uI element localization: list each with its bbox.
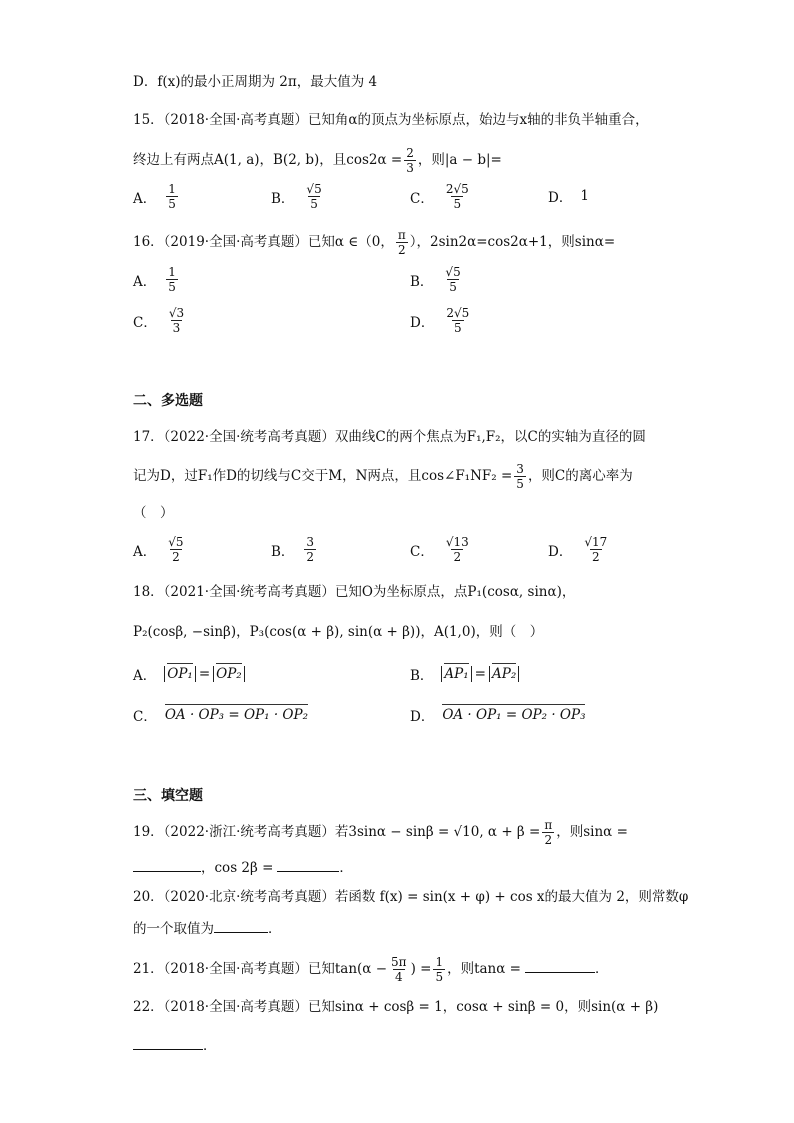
- q15-text-b: ，则|a − b|=: [417, 152, 502, 168]
- q20-stem-line2: [133, 918, 282, 939]
- fraction: [444, 306, 471, 335]
- q16-text-a: 16．（2019·全国·高考真题）已知α ∈（0，: [133, 234, 394, 250]
- answer-blank[interactable]: [214, 918, 268, 933]
- frac-den: 5: [168, 280, 176, 294]
- period: ．: [268, 921, 282, 937]
- frac-den: 3: [172, 321, 181, 335]
- q15-option-b[interactable]: [271, 182, 326, 211]
- q19-sep: ，cos 2β =: [201, 860, 274, 876]
- fraction: [389, 955, 409, 984]
- period: ．: [339, 860, 353, 876]
- fraction: [167, 306, 186, 335]
- q21-mid: ) =: [410, 961, 432, 977]
- vector: OP₁: [167, 666, 193, 682]
- abs-lhs: [164, 666, 196, 682]
- frac-num: 1: [168, 265, 176, 279]
- q15-option-d[interactable]: [548, 186, 589, 206]
- q21-text-a: 21．（2018·全国·高考真题）已知tan(α −: [133, 961, 388, 977]
- q15-text-a: 终边上有两点A(1, a)，B(2, b)，且cos2α =: [133, 152, 403, 168]
- q17-answer-paren: （ ）: [133, 505, 174, 521]
- fraction: [166, 535, 185, 564]
- option-label: D．: [133, 74, 158, 90]
- fraction: [542, 818, 554, 847]
- q20-stem-line1: 20．（2020·北京·统考高考真题）若函数 f(x) = sin(x + φ) + cos x的最大值为 2，则常数φ: [133, 889, 689, 905]
- q16-option-b[interactable]: [410, 265, 465, 294]
- frac-den: 5: [435, 970, 444, 984]
- q21-stem: [133, 955, 608, 984]
- frac-num: 3: [306, 535, 315, 549]
- frac-den: 2: [306, 550, 315, 564]
- q18-option-b[interactable]: [410, 664, 519, 684]
- answer-blank[interactable]: [277, 857, 339, 872]
- q17-option-d[interactable]: [548, 535, 611, 564]
- q17-option-a[interactable]: [133, 535, 188, 564]
- option-label: C．: [133, 709, 157, 725]
- frac-num: π: [397, 228, 406, 242]
- option-text: 1: [580, 188, 589, 204]
- vector: AP₂: [491, 666, 517, 682]
- fraction: [166, 265, 178, 294]
- frac-num: √3: [168, 306, 185, 320]
- q19-stem: [133, 818, 628, 847]
- equals-sign: =: [474, 666, 486, 682]
- frac-den: 2: [172, 550, 180, 564]
- frac-den: 5: [310, 197, 318, 211]
- frac-den: 5: [453, 197, 462, 211]
- answer-blank[interactable]: [133, 1035, 203, 1050]
- q18-option-c[interactable]: [133, 705, 308, 725]
- frac-num: √5: [168, 535, 184, 549]
- frac-den: 5: [168, 197, 176, 211]
- option-label: D．: [410, 314, 435, 331]
- option-label: D．: [548, 190, 573, 206]
- q22-stem: 22．（2018·全国·高考真题）已知sinα + cosβ = 1，cosα + sinβ = 0，则sin(α + β): [133, 999, 659, 1015]
- frac-den: 2: [397, 243, 406, 257]
- q16-stem: [133, 228, 615, 257]
- option-label: A．: [133, 668, 157, 684]
- q18-option-d[interactable]: [410, 705, 585, 725]
- fraction: [514, 462, 526, 491]
- q19-text-a: 19．（2022·浙江·统考高考真题）若3sinα − sinβ = √10, α + β =: [133, 824, 541, 840]
- fraction: [443, 265, 462, 294]
- option-label: D．: [548, 543, 573, 560]
- option-label: C．: [133, 314, 157, 331]
- frac-num: 3: [516, 462, 524, 476]
- frac-num: 2: [406, 146, 414, 160]
- fraction: [166, 182, 178, 211]
- option-text: OA · OP₁ = OP₂ · OP₃: [442, 707, 586, 723]
- abs-rhs: [213, 666, 245, 682]
- q16-option-a[interactable]: [133, 265, 180, 294]
- option-label: B．: [271, 543, 295, 560]
- q17-stem-line1: 17．（2022·全国·统考高考真题）双曲线C的两个焦点为F₁,F₂，以C的实轴为直径的圆: [133, 429, 646, 445]
- q19-answer-line: [133, 857, 353, 878]
- option-label: B．: [271, 190, 295, 207]
- frac-den: 4: [394, 970, 403, 984]
- period: ．: [594, 961, 609, 977]
- q22-answer-line: [133, 1035, 217, 1056]
- frac-den: 2: [544, 833, 553, 847]
- frac-num: √5: [445, 265, 461, 279]
- frac-num: 1: [168, 182, 176, 196]
- q15-stem-line2: [133, 146, 502, 175]
- vector: AP₁: [444, 666, 469, 682]
- option-text: f(x)的最小正周期为 2π，最大值为 4: [157, 74, 378, 90]
- fraction: [396, 228, 408, 257]
- frac-den: 5: [453, 321, 462, 335]
- answer-blank[interactable]: [525, 958, 595, 973]
- option-label: C．: [410, 543, 434, 560]
- frac-den: 5: [449, 280, 457, 294]
- equals-sign: =: [198, 666, 211, 682]
- option-label: D．: [410, 709, 435, 725]
- fraction: [444, 182, 471, 211]
- option-label: C．: [410, 190, 434, 207]
- vector: OP₂: [216, 666, 242, 682]
- frac-den: 2: [591, 550, 600, 564]
- q17-text-a: 记为D，过F₁作D的切线与C交于M，N两点，且cos∠F₁NF₂ =: [133, 468, 513, 484]
- fraction: [433, 955, 445, 984]
- frac-num: 5π: [391, 955, 407, 969]
- frac-num: √5: [306, 182, 322, 196]
- q14-option-d: [133, 72, 377, 92]
- frac-num: 2√5: [446, 306, 470, 320]
- frac-num: 2√5: [445, 182, 469, 196]
- q18-stem-line1: 18．（2021·全国·统考高考真题）已知O为坐标原点，点P₁(cosα, sinα)，: [133, 584, 576, 600]
- fraction: [582, 535, 609, 564]
- answer-blank[interactable]: [133, 857, 201, 872]
- frac-den: 2: [453, 550, 462, 564]
- q15-stem-line1: 15．（2018·全国·高考真题）已知角α的顶点为坐标原点，始边与x轴的非负半轴重合，: [133, 112, 649, 128]
- q17-option-c[interactable]: [410, 535, 473, 564]
- option-label: A．: [133, 543, 157, 560]
- q15-option-a[interactable]: [133, 182, 180, 211]
- fraction: [304, 535, 316, 564]
- section-heading-fill-in: 三、填空题: [133, 788, 203, 804]
- q18-option-a[interactable]: [133, 664, 245, 684]
- q17-text-b: ，则C的离心率为: [527, 468, 633, 484]
- section-heading-multi-choice: 二、多选题: [133, 393, 203, 409]
- fraction: [404, 146, 416, 175]
- frac-num: √13: [445, 535, 469, 549]
- q21-text-b: ，则tanα =: [447, 961, 521, 977]
- frac-den: 3: [406, 161, 414, 175]
- option-label: B．: [410, 668, 434, 684]
- abs-lhs: [441, 666, 471, 682]
- period: ．: [203, 1038, 217, 1054]
- option-label: A．: [133, 190, 157, 207]
- q17-stem-line2: [133, 462, 633, 491]
- q18-stem-line2: P₂(cosβ, −sinβ)，P₃(cos(α + β), sin(α + β))，A(1,0)，则（ ）: [133, 624, 544, 640]
- frac-num: π: [544, 818, 553, 832]
- q19-text-b: ，则sinα =: [556, 824, 628, 840]
- frac-den: 5: [516, 477, 524, 491]
- q15-option-c[interactable]: [410, 182, 473, 211]
- fraction: [304, 182, 323, 211]
- q17-option-b[interactable]: [271, 535, 318, 564]
- frac-num: √17: [584, 535, 608, 549]
- q16-text-b: ），2sin2α=cos2α+1，则sinα=: [409, 234, 616, 250]
- q16-option-d[interactable]: [410, 306, 473, 335]
- option-label: A．: [133, 273, 157, 290]
- abs-rhs: [489, 666, 519, 682]
- q16-option-c[interactable]: [133, 306, 188, 335]
- option-label: B．: [410, 273, 434, 290]
- fraction: [444, 535, 471, 564]
- frac-num: 1: [435, 955, 444, 969]
- q20-text: 的一个取值为: [133, 921, 214, 937]
- option-text: OA · OP₃ = OP₁ · OP₂: [164, 707, 308, 723]
